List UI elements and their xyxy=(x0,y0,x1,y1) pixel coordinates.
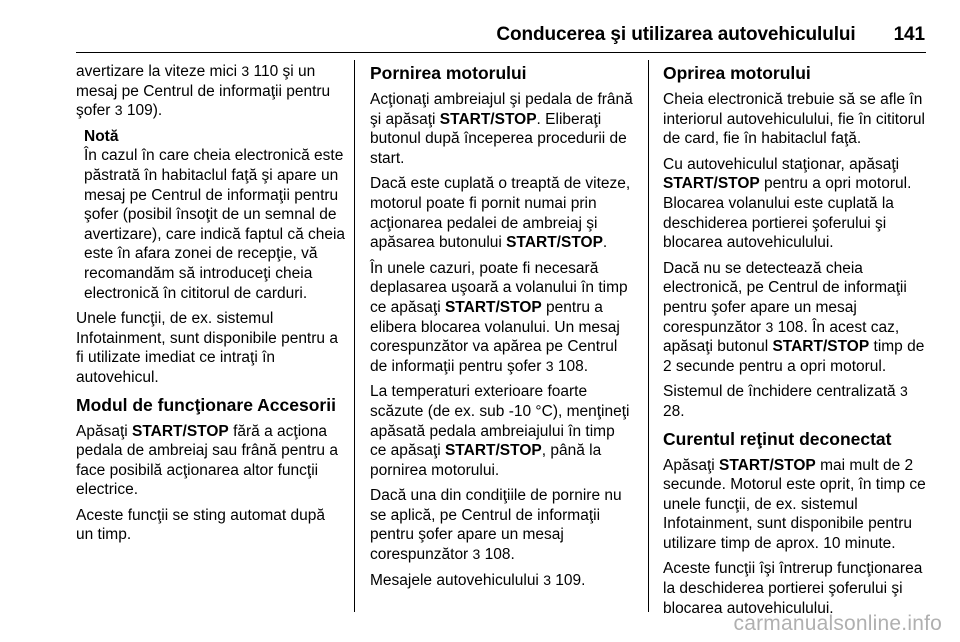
note-block xyxy=(76,127,346,303)
page-header xyxy=(0,24,925,46)
start-stop-label: START/STOP xyxy=(132,422,229,440)
paragraph: Sistemul de închidere centralizată 3 28. xyxy=(663,383,908,420)
page-number: 141 xyxy=(893,24,925,45)
page-ref-arrow-icon: 3 xyxy=(241,63,250,79)
section-heading-engine-stop: Oprirea motorului xyxy=(663,63,811,83)
paragraph: În unele cazuri, poate fi necesară deplasarea uşoară a volanului în timp ce apăsaţi START/STOP pentru a elibera blocarea volanului. Un mesaj corespunzător va apărea pe Centrul de informaţii pentru şofer 3 108. xyxy=(370,259,628,375)
column-3 xyxy=(663,62,928,624)
paragraph: Apăsaţi START/STOP mai mult de 2 secunde. Motorul este oprit, în timp ce unele funcţii, de ex. sistemul Infotainment, sunt disponibile pentru utilizare timp de aprox. 10 minute. xyxy=(663,456,926,552)
header-rule xyxy=(76,52,926,53)
start-stop-label: START/STOP xyxy=(444,298,542,316)
paragraph: Dacă nu se detectează cheia electronică, pe Centrul de informaţii pentru şofer apare un mesaj corespunzător 3 108. În acest caz, apăsaţi butonul START/STOP timp de 2 secunde pentru a opri motorul. xyxy=(663,259,925,375)
section-heading-accessory-mode: Modul de funcţionare Accesorii xyxy=(76,394,336,415)
start-stop-label: START/STOP xyxy=(772,338,870,356)
start-stop-label: START/STOP xyxy=(663,175,760,193)
page-ref-arrow-icon: 3 xyxy=(545,357,554,374)
paragraph: Acţionaţi ambreiajul şi pedala de frână şi apăsaţi START/STOP. Eliberaţi butonul după începerea procedurii de start. xyxy=(370,91,633,167)
start-stop-label: START/STOP xyxy=(719,456,816,474)
section-heading-engine-start: Pornirea motorului xyxy=(370,63,527,83)
start-stop-label: START/STOP xyxy=(506,234,603,252)
column-1 xyxy=(76,62,346,551)
start-stop-label: START/STOP xyxy=(444,442,542,460)
intro-paragraph: avertizare la viteze mici 3 110 şi un mesaj pe Centrul de informaţii pentru şofer 3 109). xyxy=(76,63,331,120)
paragraph: Dacă este cuplată o treaptă de viteze, motorul poate fi pornit numai prin acţionarea pedalei de ambreiaj şi apăsarea butonului START/STOP. xyxy=(370,175,631,252)
page-ref-arrow-icon: 3 xyxy=(472,546,481,563)
column-2 xyxy=(370,62,635,596)
paragraph: Dacă una din condiţiile de pornire nu se aplică, pe Centrul de informaţii pentru şofer apare un mesaj corespunzător 3 108. xyxy=(370,487,622,564)
paragraph: La temperaturi exterioare foarte scăzute (de ex. sub -10 °C), menţineţi apăsată pedala ambreiajului în timp ce apăsaţi START/STOP, până la pornirea motorului. xyxy=(370,383,630,479)
paragraph: Apăsaţi START/STOP fără a acţiona pedala de ambreiaj sau frână pentru a face posibilă acţionarea altor funcţii electrice. xyxy=(76,422,338,499)
paragraph: Cheia electronică trebuie să se afle în interiorul autovehiculului, fie în cititorul de card, fie în habitaclul faţă. xyxy=(663,91,925,148)
paragraph: Cu autovehiculul staţionar, apăsaţi START/STOP pentru a opri motorul. Blocarea volanului este cuplată la deschiderea portierei şoferului şi blocarea autovehiculului. xyxy=(663,155,912,252)
chapter-title: Conducerea şi utilizarea autovehiculului xyxy=(496,24,856,45)
note-label: Notă xyxy=(84,127,119,145)
paragraph: Unele funcţii, de ex. sistemul Infotainment, sunt disponibile pentru a fi utilizate imediat ce intraţi în autovehicul. xyxy=(76,310,338,386)
column-divider-1 xyxy=(354,60,355,612)
paragraph: Aceste funcţii îşi întrerup funcţionarea la deschiderea portierei şoferului şi blocarea autovehiculului. xyxy=(663,560,923,617)
watermark: carmanualsonline.info xyxy=(733,612,942,635)
page-ref-arrow-icon: 3 xyxy=(899,383,908,400)
column-divider-2 xyxy=(648,60,649,612)
page-ref-arrow-icon: 3 xyxy=(765,318,774,335)
paragraph: Mesajele autovehiculului 3 109. xyxy=(370,571,586,589)
page-ref-arrow-icon: 3 xyxy=(114,102,123,119)
section-heading-retained-power-off: Curentul reţinut deconectat xyxy=(663,428,892,449)
page-ref-arrow-icon: 3 xyxy=(543,571,551,588)
paragraph: Aceste funcţii se sting automat după un timp. xyxy=(76,506,326,544)
start-stop-label: START/STOP xyxy=(439,110,537,128)
note-text: În cazul în care cheia electronică este păstrată în habitaclul faţă şi apare un mesaj pe Centrul de informaţii pentru şofer (posibil însoţit de un semnal de avertizare), care indică faptul că cheia este în afara zonei de recepţie, vă recomandăm să introduceţi cheia electronică în cititorul de carduri. xyxy=(84,147,346,302)
